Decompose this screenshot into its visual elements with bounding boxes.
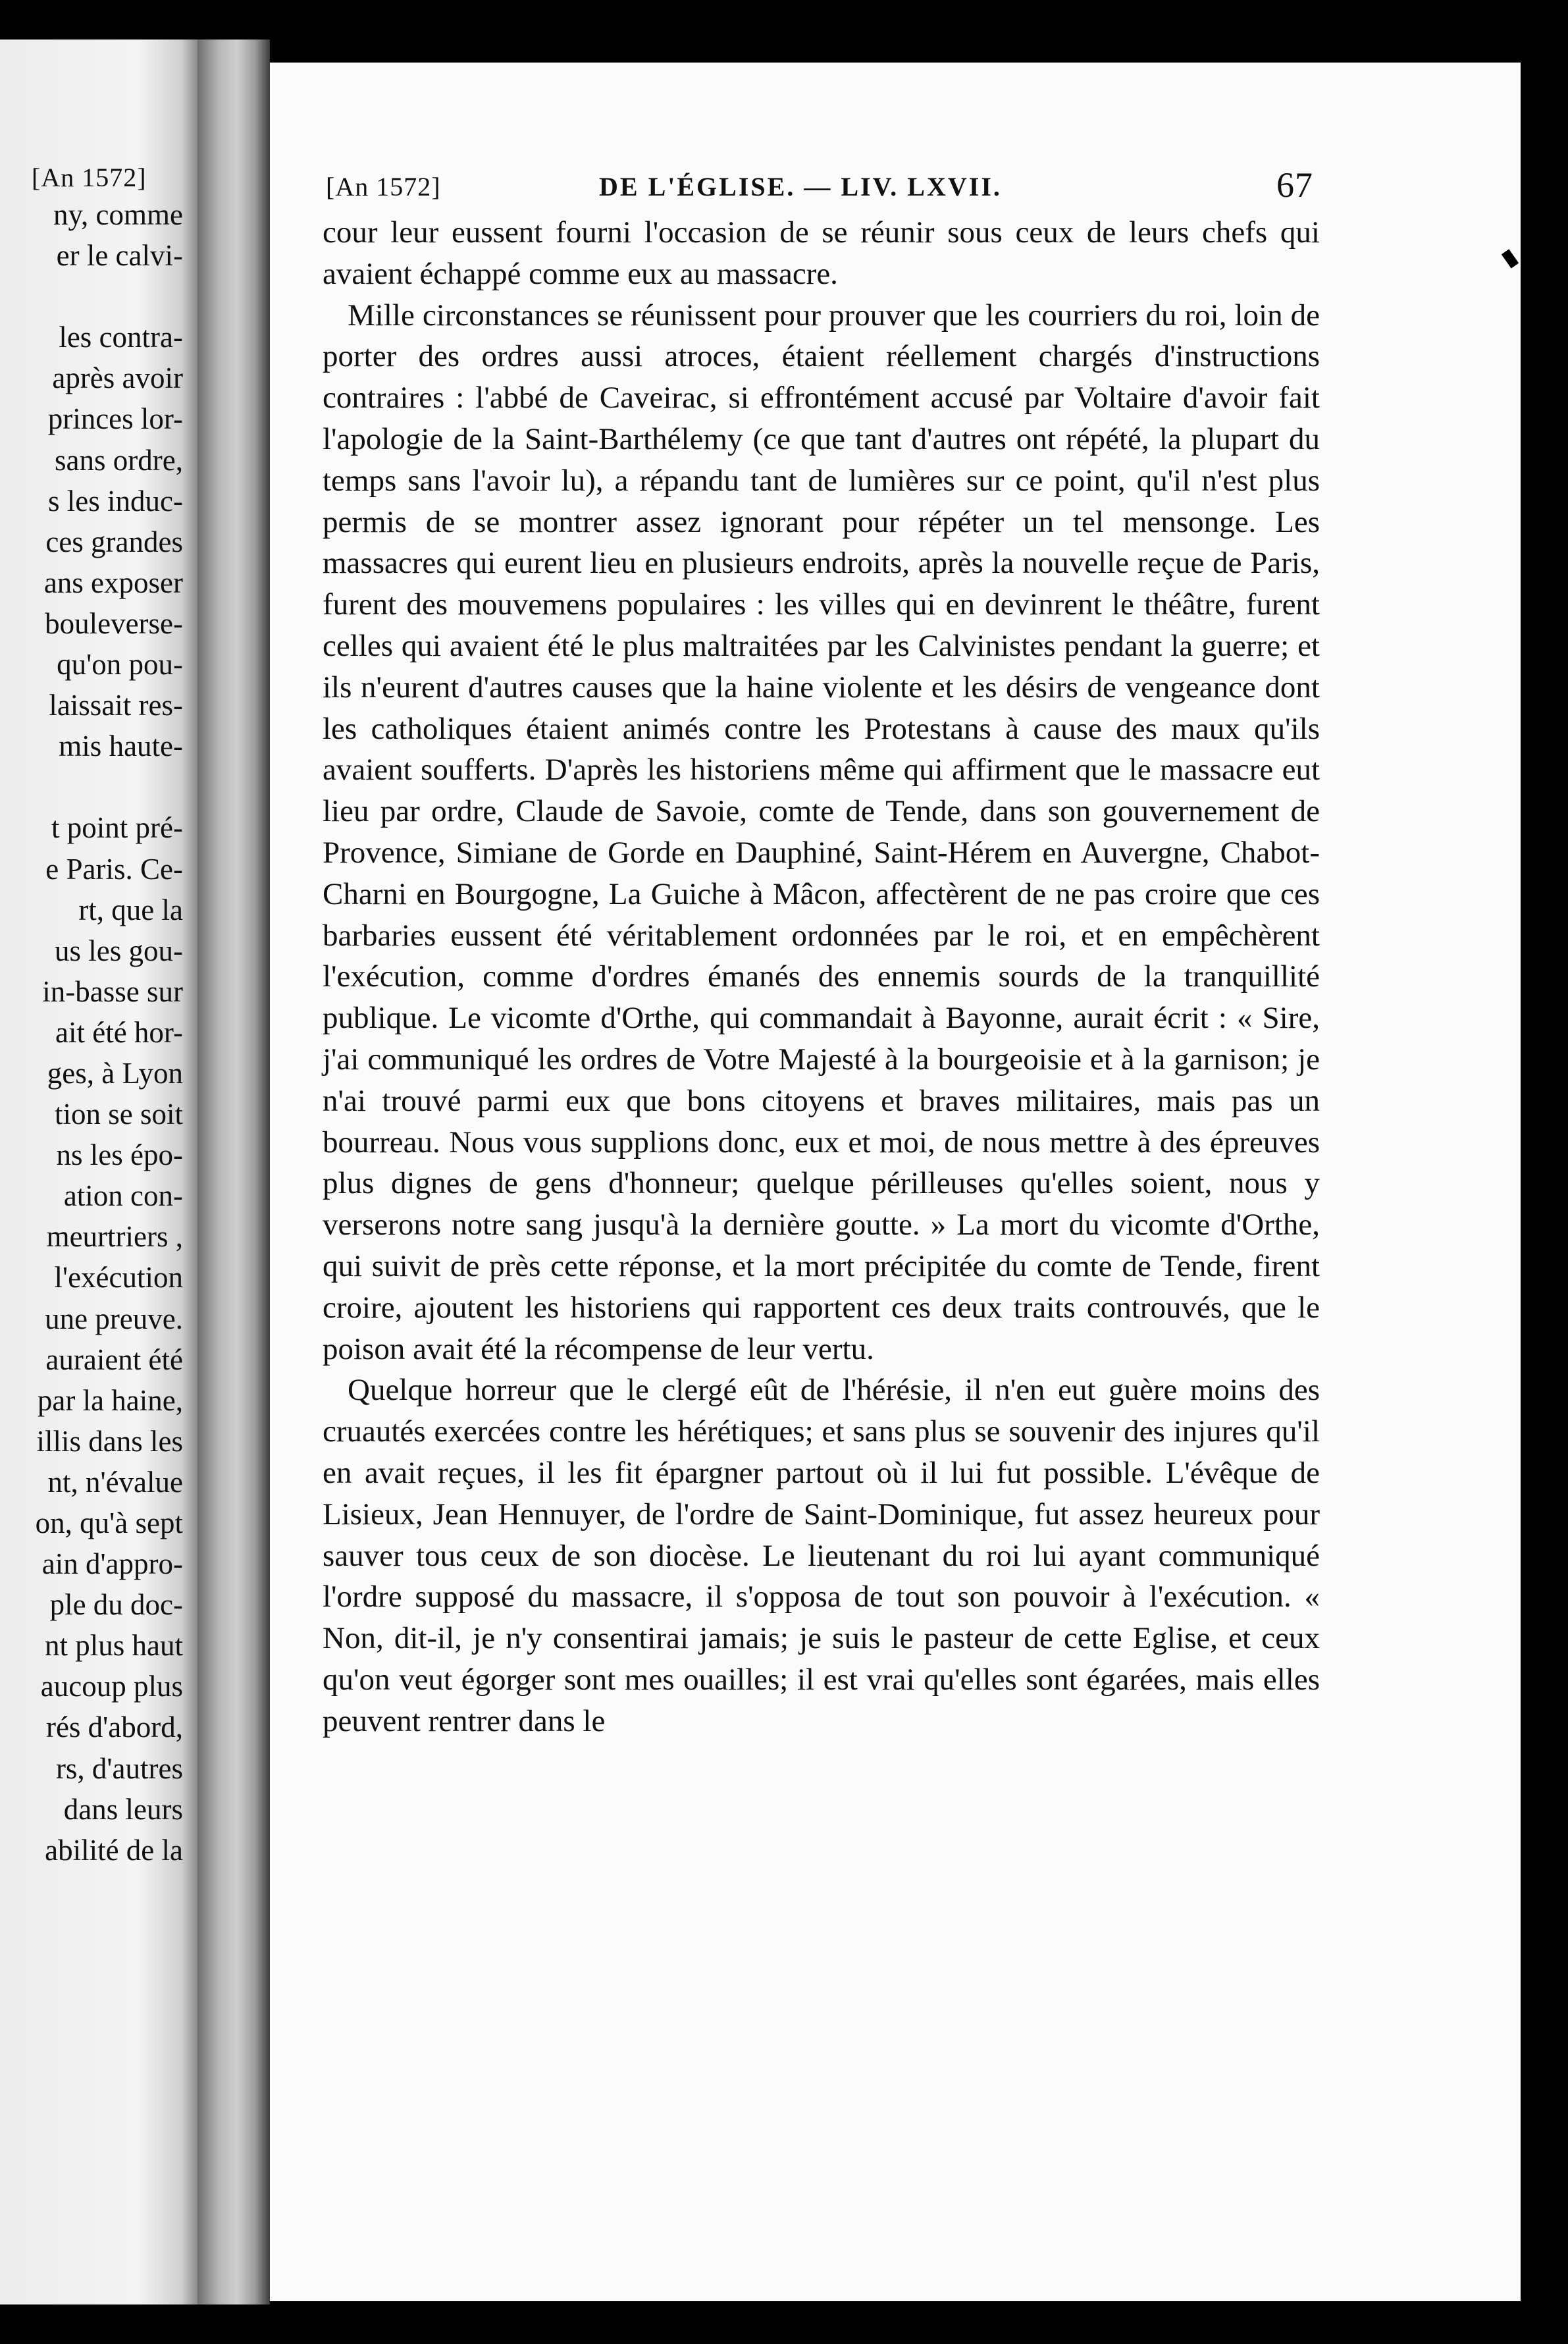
left-page-line: ns les épo- bbox=[56, 1138, 183, 1172]
left-page-line: auraient été bbox=[45, 1343, 183, 1376]
left-page-line bbox=[0, 766, 183, 807]
left-page-line: ans exposer bbox=[43, 566, 183, 599]
left-page-header: [An 1572] bbox=[32, 163, 147, 192]
left-page-line: ny, comme bbox=[53, 198, 183, 231]
paragraph-couriers: Mille circonstances se réunissent pour prouver que les courriers du roi, loin de porter des ordres aussi atroces, étaient réellement chargés d'instructions contraires : l'abbé de Caveirac, si effrontément accusé par Voltaire d'avoir fait l'apologie de la Saint-Barthélemy (ce que tant d'autres ont répété, la plupart du temps sans l'avoir lu), a répandu tant de lumières sur ce point, qu'il n'est plus permis de se montrer assez ignorant pour répéter un tel mensonge. Les massacres qui eurent lieu en plusieurs endroits, après la nouvelle reçue de Paris, furent des mouvemens populaires : les villes qui en devinrent le théâtre, furent celles qui avaient été le plus maltraitées par les Calvinistes pendant la guerre; et ils n'eurent d'autres causes que la haine violente et les désirs de vengeance dont les catholiques étaient animés contre les Protestans à cause des maux qu'ils avaient soufferts. D'après les historiens même qui affirment que le massacre eut lieu par ordre, Claude de Savoie, comte de Tende, dans son gouvernement de Provence, Simiane de Gorde en Dauphiné, Saint-Hérem en Auvergne, Chabot-Charni en Bourgogne, La Guiche à Mâcon, affectèrent de ne pas croire que ces barbaries eussent été véritablement ordonnées par le roi, et en empêchèrent l'exécution, comme d'ordres émanés des ennemis sourds de la tranquillité publique. Le vicomte d'Orthe, qui commandait à Bayonne, aurait écrit : « Sire, j'ai communiqué les ordres de Votre Majesté à la bourgeoisie et à la garnison; je n'ai trouvé parmi eux que bons citoyens et braves militaires, mais pas un bourreau. Nous vous supplions donc, eux et moi, de nous mettre à des épreuves plus dignes de gens d'honneur; quelque périlleuses qu'elles soient, nous y verserons notre sang jusqu'à la dernière goutte. » La mort du vicomte d'Orthe, qui suivit de près cette réponse, et la mort précipitée du comte de Tende, firent croire, ajoutent les historiens qui rapportent ces deux traits controuvés, que le poison avait été la récompense de leur vertu. bbox=[323, 298, 1320, 1366]
header-year: [An 1572] bbox=[326, 172, 441, 201]
left-page-line: une preuve. bbox=[45, 1302, 183, 1335]
page-number: 67 bbox=[1276, 165, 1313, 205]
left-facing-page bbox=[0, 40, 197, 2304]
left-page-line: ait été hor- bbox=[55, 1015, 183, 1049]
left-page-line: e Paris. Ce- bbox=[45, 852, 183, 886]
running-head bbox=[326, 165, 1320, 211]
left-page-line: mis haute- bbox=[59, 730, 183, 763]
left-page-line: ges, à Lyon bbox=[47, 1056, 183, 1090]
left-page-line: on, qu'à sept bbox=[35, 1506, 183, 1539]
left-page-line: us les gou- bbox=[55, 934, 183, 967]
left-page-line: nt, n'évalue bbox=[47, 1465, 183, 1499]
left-page-line: meurtriers , bbox=[46, 1220, 183, 1254]
left-page-line: sans ordre, bbox=[55, 443, 183, 477]
body-text bbox=[323, 212, 1320, 1742]
left-page-line: bouleverse- bbox=[45, 606, 183, 640]
left-page-line: dans leurs bbox=[63, 1792, 183, 1826]
left-page-line: les contra- bbox=[59, 321, 183, 354]
left-page-line bbox=[0, 276, 183, 317]
left-page-line: rt, que la bbox=[78, 893, 183, 926]
left-page-line: ple du doc- bbox=[49, 1588, 183, 1622]
left-page-line: qu'on pou- bbox=[57, 648, 183, 681]
left-page-line: l'exécution bbox=[54, 1261, 183, 1294]
left-page-line: ces grandes bbox=[45, 525, 183, 558]
header-title: DE L'ÉGLISE. — LIV. LXVII. bbox=[599, 172, 1002, 201]
left-page-line: aucoup plus bbox=[40, 1670, 183, 1703]
left-page-line: nt plus haut bbox=[45, 1629, 183, 1663]
left-page-line: rés d'abord, bbox=[45, 1711, 183, 1744]
left-page-line: ain d'appro- bbox=[41, 1547, 183, 1581]
paragraph-clergy: Quelque horreur que le clergé eût de l'hérésie, il n'en eut guère moins des cruautés exercées contre les hérétiques; et sans plus se souvenir des injures qu'il en avait reçues, il les fit épargner partout où il lui fut possible. L'évêque de Lisieux, Jean Hennuyer, de l'ordre de Saint-Dominique, fut assez heureux pour sauver tous ceux de son diocèse. Le lieutenant du roi lui ayant communiqué l'ordre supposé du massacre, il s'opposa de tout son pouvoir à l'exécution. « Non, dit-il, je n'y consentirai jamais; je suis le pasteur de cette Eglise, et ceux qu'on veut égorger sont mes ouailles; il est vrai qu'elles sont égarées, mais elles peuvent rentrer dans le bbox=[323, 1373, 1320, 1738]
left-page-line: rs, d'autres bbox=[55, 1751, 183, 1785]
book-gutter bbox=[197, 40, 270, 2304]
left-page-line: après avoir bbox=[52, 361, 183, 395]
left-page-line: er le calvi- bbox=[56, 239, 183, 273]
left-page-line: illis dans les bbox=[36, 1424, 183, 1458]
left-page-line: t point pré- bbox=[51, 811, 183, 845]
left-page-line: abilité de la bbox=[45, 1833, 183, 1867]
left-page-line: in-basse sur bbox=[42, 974, 183, 1008]
paragraph-continuation: cour leur eussent fourni l'occasion de se réunir sous ceux de leurs chefs qui avaient échappé comme eux au massacre. bbox=[323, 215, 1320, 291]
left-page-line: par la haine, bbox=[37, 1383, 183, 1417]
left-page-line: princes lor- bbox=[47, 402, 183, 436]
left-page-line: s les induc- bbox=[48, 484, 183, 518]
left-page-line: ation con- bbox=[63, 1179, 183, 1213]
left-page-text bbox=[0, 194, 183, 1871]
left-page-line: laissait res- bbox=[49, 689, 183, 722]
left-page-line: tion se soit bbox=[54, 1098, 183, 1131]
